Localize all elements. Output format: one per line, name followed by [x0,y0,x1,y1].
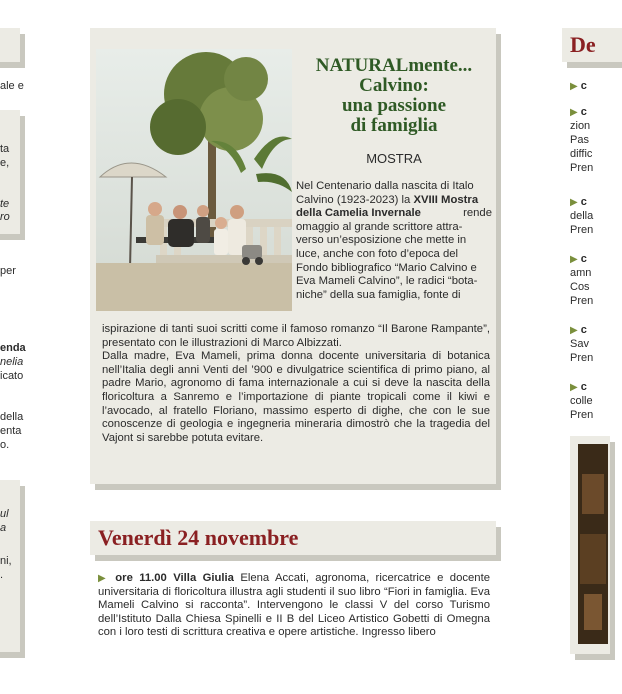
mostra-title-line: di famiglia [350,115,438,136]
left-text-fragment: ul [0,508,9,520]
right-fragment-text: Pren [570,352,594,364]
right-text-fragment [570,267,591,280]
right-text-fragment [570,224,593,237]
arrow-icon: ▶ [98,573,109,584]
intro-line-part: rende [463,207,492,220]
left-text-fragment: a [0,522,7,534]
intro-line: niche” della sua famiglia, fonte di [296,288,461,301]
right-text-fragment [570,106,587,119]
right-fragment-text: c [580,253,587,265]
venerdi-heading: Venerdì 24 novembre [98,525,299,550]
right-fragment-text: Cos [570,281,590,293]
right-fragment-text: diffic [570,148,593,160]
intro-line: Eva Mameli Calvino”, le radici “bota- [296,275,478,288]
left-text-fragment: te [0,198,10,210]
right-fragment-text: Pren [570,409,594,421]
right-text-fragment [570,196,587,209]
arrow-icon: ▶ [570,107,578,118]
mostra-paragraph-1: ispirazione di tanti suoi scritti come il famoso romanzo “Il Barone Rampante”, presentato con le illustrazioni di Marco Albizzati. [102,323,490,349]
right-fragment-text: zion [570,120,591,132]
right-fragment-text: c [580,196,587,208]
right-text-fragment [570,338,589,351]
left-text-fragment: . [0,569,4,581]
venerdi-body [98,572,490,640]
intro-line: omaggio al grande scrittore attra- [296,220,463,233]
right-fragment-text: Sav [570,338,589,350]
venerdi-heading-bar [90,521,496,555]
left-panel-top [0,28,20,62]
left-text-fragment: e, [0,157,10,169]
right-text-fragment [570,134,589,147]
right-heading-bar [562,28,622,62]
right-fragment-text: c [580,324,587,336]
mostra-panel [90,28,496,484]
left-text-fragment: per [0,265,16,277]
mostra-subtitle: MOSTRA [366,151,422,166]
event-time-place: ore 11.00 Villa Giulia [115,572,234,584]
intro-line: Nel Centenario dalla nascita di Italo [296,180,474,192]
mostra-body [102,323,490,445]
right-text-fragment [570,295,593,308]
right-fragment-text: colle [570,395,593,407]
left-text-fragment: o. [0,439,10,451]
left-text-fragment: della [0,411,24,423]
right-text-fragment [570,162,593,175]
left-text-fragment: ni, [0,555,12,567]
mostra-title-line: NATURALmente... [315,55,473,76]
intro-line: verso un’esposizione che mette in [296,234,467,247]
right-fragment-text: Pas [570,134,589,146]
left-text-fragment: ta [0,143,10,155]
right-fragment-text: Pren [570,224,594,236]
exhibition-name: XVIII Mostra [413,193,479,206]
exhibition-name-cont: della Camelia Invernale [296,207,421,220]
right-text-fragment [570,281,590,294]
right-fragment-text: della [570,210,594,222]
right-text-fragment [570,395,593,408]
right-fragment-text: c [580,80,587,92]
intro-line [296,207,492,221]
arrow-icon: ▶ [570,81,578,92]
mostra-paragraph-2: Dalla madre, Eva Mameli, prima donna docente universitaria di botanica nell’Italia degli anni Venti del ’900 e divulgatrice scientifica di primo piano, al padre Mario, agronomo di fama internazionale a cui si deve la nascita della floricoltura a Sanremo e l’importazione di piante tropicali come il kiwi e l’avocado, al fratello Floriano, massimo esperto di dighe, che con le sue conoscenze di geologia e ingegneria mineraria dimostrò che la tragedia del Vajont si sarebbe potuta evitare. [102,350,490,444]
right-text-fragment [570,409,593,422]
intro-line-part: Calvino (1923-2023) la [296,193,414,206]
right-text-fragment [570,80,587,93]
left-text-fragment: enda [0,342,26,354]
right-heading: De [570,32,596,57]
mostra-title [296,56,492,136]
right-text-fragment [570,120,590,133]
mostra-title-line: una passione [341,95,447,116]
arrow-icon: ▶ [570,382,578,393]
left-text-fragment: ale e [0,80,24,92]
left-text-fragment: enta [0,425,22,437]
intro-line: Fondo bibliografico “Mario Calvino e [296,261,477,274]
left-text-fragment: nelia [0,356,24,368]
left-text-fragment: ro [0,211,10,223]
right-fragment-text: Pren [570,295,594,307]
arrow-icon: ▶ [570,325,578,336]
right-text-fragment [570,324,587,337]
mostra-title-line: Calvino: [359,75,429,96]
right-fragment-text: c [580,106,587,118]
right-fragment-text: Pren [570,162,594,174]
right-image-panel [570,436,610,654]
event-description: Elena Accati, agronoma, ricercatrice e docente universitaria di floricoltura illustra agli studenti il suo libro “Fiori in famiglia. Eva Mameli Calvino si racconta”. Intervengono le classi V del corso Turismo dell’Istituto Dalla Chiesa Spinelli e II B del Liceo Artistico Gobetti di Omegna con i loro testi di scrittura creativa e opere artistiche. Ingresso libero [98,572,490,639]
right-text-fragment [570,148,592,161]
right-text-fragment [570,352,593,365]
mostra-intro [296,180,492,302]
right-text-fragment [570,381,587,394]
arrow-icon: ▶ [570,197,578,208]
right-text-fragment [570,210,593,223]
left-text-fragment: icato [0,370,24,382]
painting-image [578,444,608,644]
right-text-fragment [570,253,587,266]
intro-line: luce, anche con foto d’epoca del [296,247,459,260]
right-fragment-text: c [580,381,587,393]
family-photo [96,49,292,311]
arrow-icon: ▶ [570,254,578,265]
intro-line [296,194,492,208]
right-fragment-text: amn [570,267,592,279]
